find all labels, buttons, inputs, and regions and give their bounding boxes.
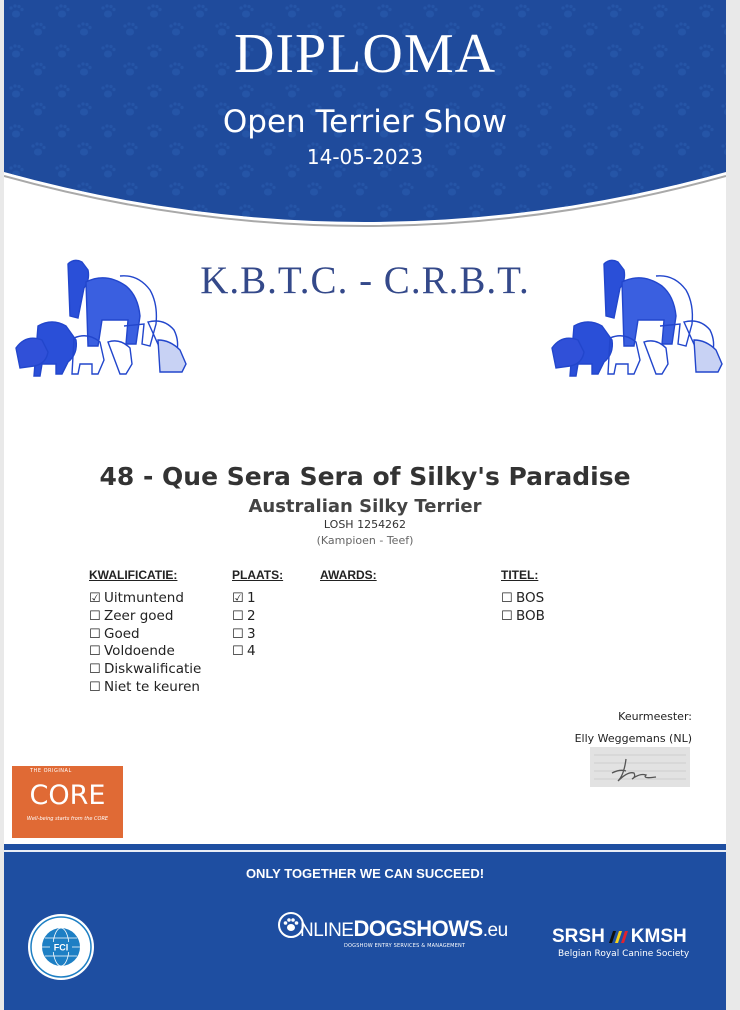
fci-logo-icon [26,912,96,982]
judge-label: Keurmeester: [618,710,692,723]
titel-heading: TITEL: [501,568,539,582]
checkbox: ☐ [89,679,101,695]
dog-name: 48 - Que Sera Sera of Silky's Paradise [99,462,631,491]
titel-option [501,608,545,626]
option-label: BOS [516,590,545,606]
belgian-flag-icon [607,930,629,944]
option-label: 2 [247,607,256,624]
kwalificatie-option [89,608,201,626]
onlinedogshows-wordmark: NLINEDOGSHOWS.eu [300,916,508,941]
fci-label: FCI [53,942,69,953]
srsh-wordmark: SRSH KMSH [552,926,687,947]
option-label: BOB [516,607,545,624]
onlinedogshows-logo [274,906,508,956]
registration-number: LOSH 1254262 [323,518,407,531]
checkbox: ☐ [89,644,101,660]
awards-heading: AWARDS: [320,568,377,582]
option-label: 4 [247,643,256,660]
plaats-option [232,608,283,626]
kwalificatie-option [89,590,201,608]
option-label: 3 [247,625,256,642]
core-small-label: THE ORIGINAL [30,768,72,774]
kwalificatie-option [89,626,201,644]
titel-column [501,568,545,626]
plaats-heading: PLAATS: [232,568,284,582]
diploma-title: DIPLOMA [233,23,497,85]
checkbox: ☐ [232,644,244,660]
dog-breed: Australian Silky Terrier [248,496,482,517]
show-class: (Kampioen - Teef) [316,534,414,547]
option-label: Voldoende [104,643,175,660]
plaats-option [232,643,283,661]
checkbox: ☐ [89,626,101,642]
footer-slogan: ONLY TOGETHER WE CAN SUCCEED! [245,866,485,881]
show-name: Open Terrier Show [222,104,508,140]
checkbox: ☑ [89,591,101,606]
kwalificatie-option [89,679,201,697]
core-sponsor-logo [12,766,123,838]
kwalificatie-option [89,643,201,661]
checkbox: ☐ [232,626,244,642]
terrier-group-right-icon [544,252,726,378]
checkbox: ☐ [89,662,101,678]
plaats-column [232,568,283,661]
option-label: Diskwalificatie [104,661,202,678]
option-label: Zeer goed [104,607,174,624]
checkbox: ☐ [89,608,101,624]
plaats-option [232,626,283,644]
srsh-subtitle: Belgian Royal Canine Society [558,949,690,959]
footer-divider [4,850,726,852]
checkbox: ☐ [501,591,513,606]
onlinedogshows-subtitle: DOGSHOW ENTRY SERVICES & MANAGEMENT [344,943,466,949]
core-wordmark: CORE [29,780,106,811]
kwalificatie-column [89,568,201,697]
checkbox: ☑ [232,591,244,606]
titel-option [501,590,545,608]
option-label: Uitmuntend [104,590,184,606]
checkbox: ☐ [232,608,244,624]
club-name: K.B.T.C. - C.R.B.T. [200,259,530,302]
option-label: Niet te keuren [104,678,200,695]
kwalificatie-option [89,661,201,679]
option-label: Goed [104,625,140,642]
checkbox: ☐ [501,608,513,624]
plaats-option [232,590,283,608]
show-date: 14-05-2023 [306,145,424,169]
judge-name: Elly Weggemans (NL) [574,732,692,745]
srsh-kmsh-logo [552,926,712,959]
signature-icon [590,747,690,787]
terrier-group-left-icon [8,252,194,378]
option-label: 1 [247,590,256,606]
core-tagline: Well-being starts from the CORE [26,816,109,822]
diploma-page [4,0,726,1010]
footer [4,844,726,1010]
kwalificatie-heading: KWALIFICATIE: [89,568,178,582]
awards-column [320,568,377,590]
